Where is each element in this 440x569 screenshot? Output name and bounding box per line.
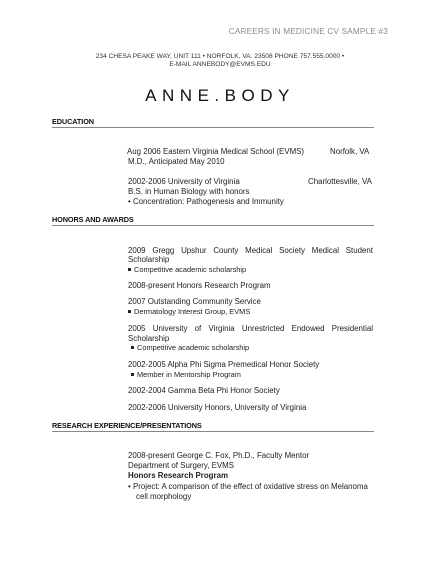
research-department: Department of Surgery, EVMS bbox=[128, 461, 234, 470]
education-entry-2-degree: B.S. in Human Biology with honors bbox=[128, 187, 250, 196]
section-heading-honors: HONORS AND AWARDS bbox=[52, 215, 374, 226]
section-heading-research: RESEARCH EXPERIENCE/PRESENTATIONS bbox=[52, 421, 374, 432]
honor-5-bullet bbox=[131, 370, 241, 380]
honor-5-bullet-text: Member in Mentorship Program bbox=[137, 370, 241, 379]
honor-5-title: 2002-2005 Alpha Phi Sigma Premedical Honor Society bbox=[128, 360, 320, 369]
email-line: E-MAIL ANNEBODY@EVMS.EDU bbox=[169, 61, 271, 68]
research-project: • Project: A comparison of the effect of oxidative stress on Melanoma bbox=[128, 482, 368, 491]
education-entry-2-location: Charlottesville, VA bbox=[308, 177, 372, 186]
honor-4-title: 2005 University of Virginia Unrestricted Endowed Presidential bbox=[128, 324, 373, 333]
address-line: 234 CHESA PEAKE WAY, UNIT 111 • NORFOLK, VA. 23508 PHONE 757.555.0000 • bbox=[95, 53, 345, 60]
honor-3-bullet bbox=[128, 307, 250, 317]
bullet-icon bbox=[131, 346, 134, 349]
research-project-cont: cell morphology bbox=[136, 492, 192, 501]
education-entry-1-title: Aug 2006 Eastern Virginia Medical School (EVMS) bbox=[127, 147, 305, 156]
honor-1-title-cont: Scholarship bbox=[128, 255, 170, 264]
education-entry-1-location: Norfolk, VA bbox=[330, 147, 370, 156]
education-entry-2-title: 2002-2006 University of Virginia bbox=[128, 177, 240, 186]
honor-1-title: 2009 Gregg Upshur County Medical Society Medical Student bbox=[128, 246, 373, 255]
research-program: Honors Research Program bbox=[128, 471, 228, 480]
research-mentor: 2008-present George C. Fox, Ph.D., Faculty Mentor bbox=[128, 451, 310, 460]
honor-4-bullet bbox=[131, 343, 249, 353]
honor-1-bullet-text: Competitive academic scholarship bbox=[134, 265, 247, 274]
honor-6-title: 2002-2004 Gamma Beta Phi Honor Society bbox=[128, 386, 280, 395]
honor-3-title: 2007 Outstanding Community Service bbox=[128, 297, 261, 306]
honor-3-bullet-text: Dermatology Interest Group, EVMS bbox=[134, 307, 251, 316]
candidate-name: ANNE.BODY bbox=[145, 86, 295, 105]
bullet-icon bbox=[128, 268, 131, 271]
honor-4-title-cont: Scholarship bbox=[128, 334, 170, 343]
education-entry-1-degree: M.D., Anticipated May 2010 bbox=[128, 157, 225, 166]
honor-7-title: 2002-2006 University Honors, University of Virginia bbox=[128, 403, 307, 412]
education-entry-2-concentration: • Concentration: Pathogenesis and Immunity bbox=[128, 197, 284, 206]
section-heading-education: EDUCATION bbox=[52, 117, 374, 128]
honor-4-bullet-text: Competitive academic scholarship bbox=[137, 343, 250, 352]
document-header-title: CAREERS IN MEDICINE CV SAMPLE #3 bbox=[228, 27, 388, 36]
bullet-icon bbox=[131, 373, 134, 376]
honor-2-title: 2008-present Honors Research Program bbox=[128, 281, 271, 290]
bullet-icon bbox=[128, 310, 131, 313]
honor-1-bullet bbox=[128, 265, 246, 275]
